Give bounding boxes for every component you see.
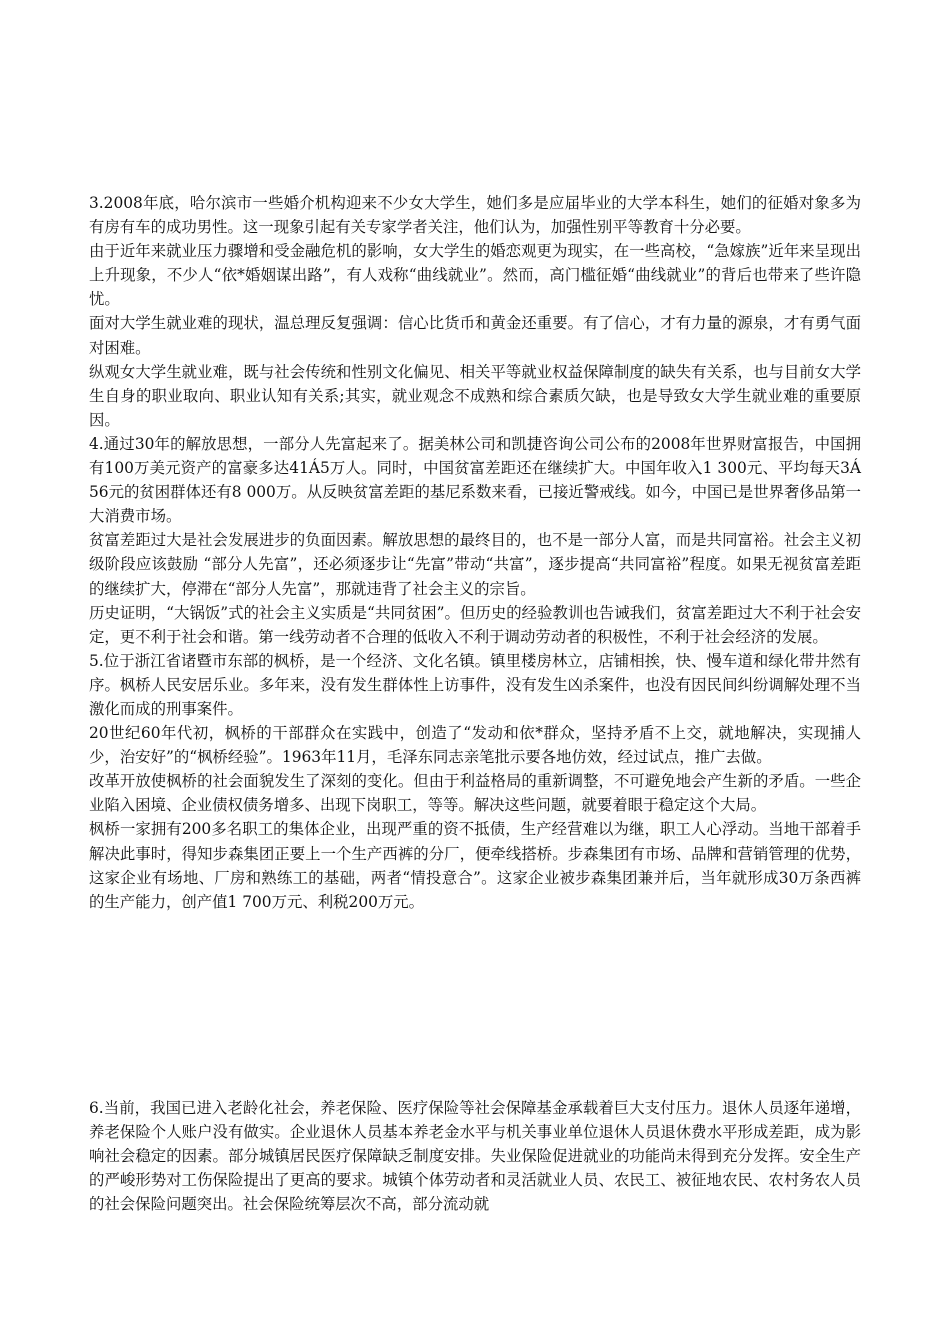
main-text-block — [89, 191, 861, 914]
paragraph-5-intro: 5.位于浙江省诸暨市东部的枫桥，是一个经济、文化名镇。镇里楼房林立，店铺相挨，快、慢车道和绿化带井然有序。枫桥人民安居乐业。多年来，没有发生群体性上访事件，没有发生凶杀案件，也没有因民间纠纷调解处理不当激化而成的刑事案件。 — [89, 651, 861, 718]
paragraph-4-gap: 贫富差距过大是社会发展进步的负面因素。解放思想的最终目的，也不是一部分人富，而是共同富裕。社会主义初级阶段应该鼓励 “部分人先富”，还必须逐步让“先富”带动“共富”，逐步提高“共同富裕”程度。如果无视贫富差距的继续扩大，停滞在“部分人先富”，那就违背了社会主义的宗旨。 — [89, 531, 861, 598]
paragraph-3-confidence: 面对大学生就业难的现状，温总理反复强调：信心比货币和黄金还重要。有了信心，才有力量的源泉，才有勇气面对困难。 — [89, 314, 861, 357]
paragraph-4-intro: 4.通过30年的解放思想，一部分人先富起来了。据美林公司和凯捷咨询公司公布的2008年世界财富报告，中国拥有100万美元资产的富豪多达41Á5万人。同时，中国贫富差距还在继续扩大。中国年收入1 300元、平均每天3Á56元的贫困群体还有8 000万。从反映贫富差距的基尼系数来看，已接近警戒线。如今，中国已是世界奢侈品第一大消费市场。 — [89, 434, 861, 526]
paragraph-3-marriage: 由于近年来就业压力骤增和受金融危机的影响，女大学生的婚恋观更为现实，在一些高校，“急嫁族”近年来呈现出上升现象，不少人“依*婚姻谋出路”，有人戏称“曲线就业”。然而，高门槛征婚“曲线就业”的背后也带来了些许隐忧。 — [89, 242, 861, 309]
paragraph-5-experience: 20世纪60年代初，枫桥的干部群众在实践中，创造了“发动和依*群众，坚持矛盾不上交，就地解决，实现捕人少，治安好”的“枫桥经验”。1963年11月，毛泽东同志亲笔批示要各地仿效，经过试点，推广去做。 — [89, 724, 861, 767]
paragraph-3-analysis: 纵观女大学生就业难，既与社会传统和性别文化偏见、相关平等就业权益保障制度的缺失有关系，也与目前女大学生自身的职业取向、职业认知有关系;其实，就业观念不成熟和综合素质欠缺，也是导致女大学生就业难的重要原因。 — [89, 362, 861, 429]
paragraph-3-intro: 3.2008年底，哈尔滨市一些婚介机构迎来不少女大学生，她们多是应届毕业的大学本科生，她们的征婚对象多为有房有车的成功男性。这一现象引起有关专家学者关注，他们认为，加强性别平等教育十分必要。 — [89, 194, 861, 237]
paragraph-4-history: 历史证明，“大锅饭”式的社会主义实质是“共同贫困”。但历史的经验教训也告诫我们，贫富差距过大不利于社会安定，更不利于社会和谐。第一线劳动者不合理的低收入不利于调动劳动者的积极性，不利于社会经济的发展。 — [89, 603, 861, 646]
paragraph-6-intro: 6.当前，我国已进入老龄化社会，养老保险、医疗保险等社会保障基金承载着巨大支付压力。退休人员逐年递增，养老保险个人账户没有做实。企业退休人员基本养老金水平与机关事业单位退休人员退休费水平形成差距，成为影响社会稳定的因素。部分城镇居民医疗保障缺乏制度安排。失业保险促进就业的功能尚未得到充分发挥。安全生产的严峻形势对工伤保险提出了更高的要求。城镇个体劳动者和灵活就业人员、农民工、被征地农民、农村务农人员的社会保险问题突出。社会保险统筹层次不高，部分流动就 — [89, 1099, 861, 1214]
paragraph-5-enterprise: 枫桥一家拥有200多名职工的集体企业，出现严重的资不抵债，生产经营难以为继，职工人心浮动。当地干部着手解决此事时，得知步森集团正要上一个生产西裤的分厂，便牵线搭桥。步森集团有市场、品牌和营销管理的优势，这家企业有场地、厂房和熟练工的基础，两者“情投意合”。这家企业被步森集团兼并后，当年就形成30万条西裤的生产能力，创产值1 700万元、利税200万元。 — [89, 820, 861, 911]
second-text-block — [89, 1096, 861, 1216]
paragraph-5-reform: 改革开放使枫桥的社会面貌发生了深刻的变化。但由于利益格局的重新调整，不可避免地会产生新的矛盾。一些企业陷入困境、企业债权债务增多、出现下岗职工，等等。解决这些问题，就要着眼于稳定这个大局。 — [89, 772, 861, 815]
